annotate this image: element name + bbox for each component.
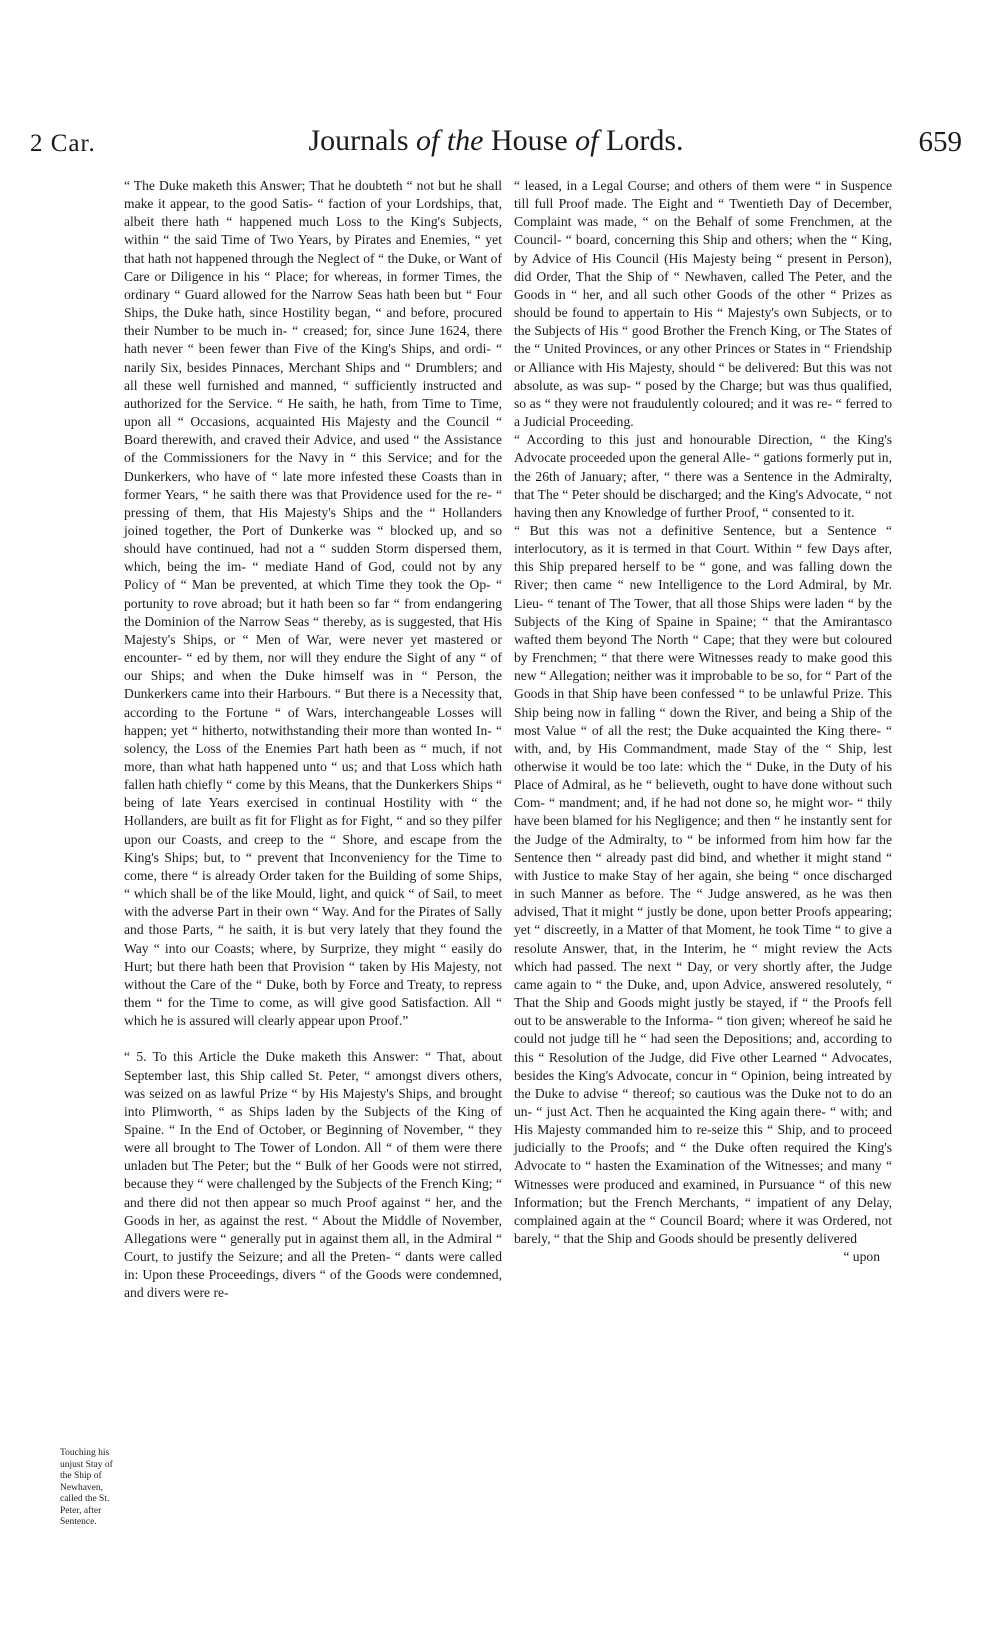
title-part-of: of [575,124,599,157]
title-part-journals: Journals [308,124,409,157]
title-part-lords: Lords. [606,124,684,157]
article-five-paragraph: “ 5. To this Article the Duke maketh this Answer: “ That, about September last, this Ship called St. Peter, “ amongst divers others, was seized on as lawful Prize “ by His Majesty's Ships, and brought into Plimworth, “ as Ships laden by the Subjects of the King of Spaine. “ In the End of October, or Beginning of November, “ they were all brought to The Tower of London. All “ of them were there unladen but The Peter; but the “ Bulk of her Goods were not stirred, because they “ were challenged by the Subjects of the French King; “ and there did not then appear so much Proof against “ her, and the Goods in her, as against the rest. “ About the Middle of November, Allegations were “ generally put in against them all, in the Admiral “ Court, to justify the Seizure; and all the Preten- “ dants were called in: Upon these Proceedings, divers “ of the Goods were condemned, and divers were re- [124,1049,502,1301]
interlocutory-paragraph: “ But this was not a definitive Sentence, but a Sentence “ interlocutory, as it is termed in that Court. Within “ few Days after, this Ship prepared herself to be “ gone, and was falling down the River; then came “ new Intelligence to the Lord Admiral, by Mr. Lieu- “ tenant of The Tower, that all those Ships were laden “ by the Subjects of the King of Spaine in Spaine; “ that the Amirantasco wafted them beyond The North “ Cape; that they were but coloured by Frenchmen; “ that there were Witnesses ready to make good this new “ Allegation; neither was it improbable to be so, for “ Part of the Goods in that Ship have been confessed “ to be unlawful Prize. This Ship being now in falling “ down the River, and being a Ship of the most Value “ of all the rest; the Duke acquainted the King there- “ with, and, by His Commandment, made Stay of the “ Ship, lest otherwise it would be too late: which the “ Duke, in the Duty of his Place of Admiral, as he “ believeth, ought to have done without such Com- “ mandment; and, if he had not done so, he might wor- “ thily have been blamed for his Negligence; and then “ he instantly sent for the Judge of the Admiralty, to “ be informed from him how far the Sentence then “ already past did bind, and whether it might stand “ with Justice to make Stay of her again, she being “ once discharged in such Manner as before. The “ Judge answered, as he was then advised, That it might “ justly be done, upon better Proofs appearing; yet “ discreetly, in a Matter of that Moment, he took Time “ to give a resolute Answer, that, in the Interim, he “ might review the Acts which had passed. The next “ Day, or very shortly after, the Judge came again to “ the Duke, and, upon Advice, answered resolutely, “ That the Ship and Goods might justly be stayed, if “ the Proofs fell out to be answerable to the Informa- “ tion given; whereof he said he could not judge till he “ had seen the Depositions; and, according to this “ Resolution of the Judge, did Five other Learned “ Advocates, besides the King's Advocate, concur in “ Opinion, being intreated by the Duke to advise “ thereof; so cautious was the Duke not to do an un- “ just Act. Then he acquainted the King again there- “ with; and His Majesty commanded him to re-seize this “ Ship, and to proceed judicially to the Proofs; and “ the Duke often required the King's Advocate to “ hasten the Examination of the Witnesses; and many “ Witnesses were produced and examined, in Pursuance “ of this new Information; but the French Merchants, “ impatient of any Delay, complained again at the “ Council Board; where it was Ordered, not barely, “ that the Ship and Goods should be presently delivered [514,522,892,1247]
running-head-reign: 2 Car. [30,130,96,157]
running-head-title [0,124,992,158]
duke-answer-paragraph: “ The Duke maketh this Answer; That he doubteth “ not but he shall make it appear, to the good Satis- “ faction of your Lordships, that, albeit there hath “ happened much Loss to the King's Subjects, within “ the said Time of Two Years, by Pirates and Enemies, “ yet that hath not happened through the Neglect of “ the Duke, or Want of Care or Diligence in his “ Place; for whereas, in former Times, the ordinary “ Guard allowed for the Narrow Seas hath been but “ Four Ships, the Duke hath, since Hostility began, “ and before, procured their Number to be much in- “ creased; for, since June 1624, there hath never “ been fewer than Five of the King's Ships, and ordi- “ narily Six, besides Pinnaces, Merchant Ships and “ Drumblers; and all these well furnished and manned, “ sufficiently instructed and authorized for the Service. “ He saith, he hath, from Time to Time, upon all “ Occasions, acquainted His Majesty and the Council “ Board therewith, and craved their Advice, and used “ the Assistance of the Commissioners for the Navy in “ this Service; and for the Dunkerkers, who have of “ late more infested these Coasts than in former Years, “ he saith there was that Providence used for the re- “ pressing of them, that His Majesty's Ships and the “ Hollanders joined together, the Port of Dunkerke was “ blocked up, and so should have continued, had not a “ sudden Storm dispersed them, which, being the im- “ mediate Hand of God, could not by any Policy of “ Man be prevented, at which Time they took the Op- “ portunity to rove abroad; but it hath been so far “ from endangering the Dominion of the Narrow Seas “ thereby, as is suggested, that His Majesty's Ships, or “ Men of War, were never yet mastered or encounter- “ ed by them, nor will they endure the Sight of any “ of our Ships; and when the Duke himself was in “ Person, the Dunkerkers came into their Harbours. “ But there is a Necessity that, according to the Fortune “ of Wars, interchangeable Losses will happen; yet “ hitherto, notwithstanding their more than wonted In- “ solency, the Loss of the Enemies Part hath been as “ much, if not more, than what hath happened unto “ us; and that Loss which hath fallen hath chiefly “ come by this Means, that the Dunkerkers Ships “ being of late Years exercised in continual Hostility with “ the Hollanders, are built as fit for Flight as for Fight, “ and so they pilfer upon our Coasts, and creep to the “ Shore, and escape from the King's Ships; but, to “ prevent that Inconveniency for the Time to come, there “ is already Order taken for the Building of some Ships, “ which shall be of the like Mould, light, and quick “ of Sail, to meet with the adverse Part in their own “ Way. And for the Pirates of Sally and those Parts, “ he saith, it is but very lately that they found the Way “ into our Coasts; where, by Surprize, they might “ easily do Hurt; but there hath been that Provision “ taken by His Majesty, not without the Care of the “ Duke, both by Force and Treaty, to repress them “ for the Time to come, as will give good Satisfaction. All “ which he is assured will clearly appear upon Proof.” [124,178,502,1029]
right-column [514,177,892,1266]
page-number: 659 [918,126,962,158]
margin-note: Touching his unjust Stay of the Ship of Newhaven, called the St. Peter, after Sentence. [60,1448,113,1527]
direction-paragraph: “ According to this just and honourable Direction, “ the King's Advocate proceeded upon the general Alle- “ gations formerly put in, the 26th of January; after, “ there was a Sentence in the Admiralty, that The “ Peter should be discharged; and the King's Advocate, “ not having then any Knowledge of further Proof, “ consented to it. [514,432,892,520]
title-part-of-the: of the [416,124,484,157]
title-part-house: House [491,124,568,157]
released-paragraph: “ leased, in a Legal Course; and others of them were “ in Suspence till full Proof made. The Eight and “ Twentieth Day of December, Complaint was made, “ on the Behalf of some Frenchmen, at the Council- “ board, concerning this Ship and others; when the “ King, by Advice of His Council (His Majesty being “ present in Person), did Order, That the Ship of “ Newhaven, called The Peter, and the Goods in “ her, and all such other Goods of the other “ Prizes as should be found to appertain to His “ Majesty's own Subjects, or to the Subjects of His “ good Brother the French King, or The States of the “ United Provinces, or any other Princes or States in “ Friendship or Alliance with His Majesty, should “ be delivered: But this was not absolute, as was sup- “ posed by the Charge; but was thus qualified, so as “ they were not fraudulently coloured; and it was re- “ ferred to a Judicial Proceeding. [514,178,892,430]
catchword: “ upon [843,1249,880,1265]
left-column [124,177,502,1303]
